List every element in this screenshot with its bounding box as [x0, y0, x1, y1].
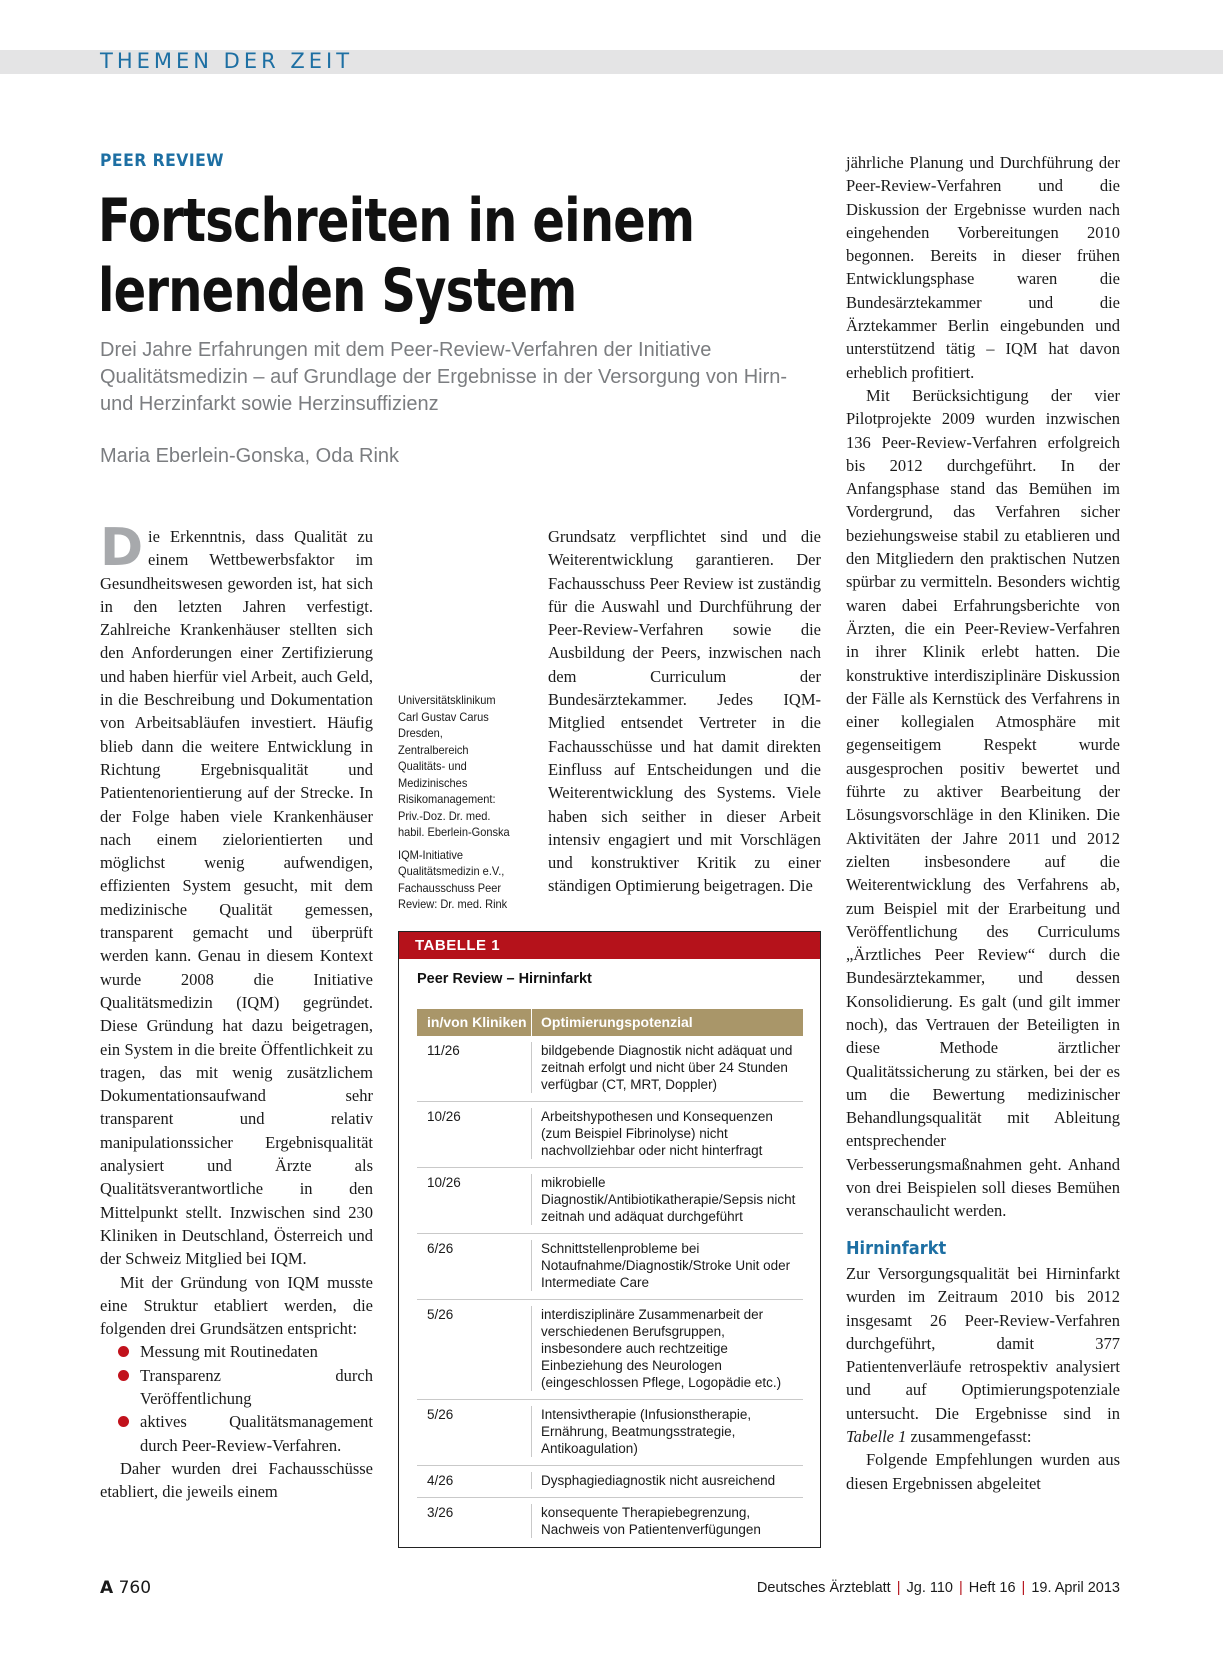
list-item: Messung mit Routinedaten — [100, 1340, 373, 1363]
article-subtitle: Drei Jahre Erfahrungen mit dem Peer-Review-Verfahren der Initiative Qualitätsmedizin – auf Grundlage der Ergebnisse in der Versorgung von Hirn- und Herzinfarkt sowie Herzinsuffizienz — [100, 339, 788, 415]
author-affiliations — [398, 692, 516, 919]
paragraph-committees-cont: Grundsatz verpflichtet sind und die Weiterentwicklung garantieren. Der Fachausschuss Peer Review ist zuständig für die Auswahl und Durchführung der Peer-Review-Verfahren sowie die Ausbildung der Peers, inzwischen nach dem Curriculum der Bundesärztekammer. Jedes IQM-Mitglied entsendet Vertreter in die Fachausschüsse und hat damit direkten Einfluss auf Entscheidungen und die Weiterentwicklung des Systems. Viele haben sich seither in dieser Arbeit intensiv engagiert und mit Vorschlägen und konstruktiver Kritik zu einer ständigen Optimierung beigetragen. Die — [548, 527, 821, 896]
cell-potential: konsequente Therapiebegrenzung, Nachweis von Patientenverfügungen — [541, 1505, 761, 1537]
cell-potential: Arbeitshypothesen und Konsequenzen (zum Beispiel Fibrinolyse) nicht nachvollziehbar oder nicht hinterfragt — [541, 1109, 773, 1158]
paragraph-committees: Daher wurden drei Fachausschüsse etabliert, die jeweils einem — [100, 1458, 373, 1502]
title-line-2: lernenden System — [98, 256, 577, 326]
table-row — [417, 1466, 803, 1498]
journal-info: Deutsches Ärzteblatt | Jg. 110 | Heft 16 | 19. April 2013 — [756, 1580, 1120, 1596]
table-row — [417, 1300, 803, 1400]
bullet-icon — [118, 1416, 129, 1427]
bullet-icon — [118, 1346, 129, 1357]
journal-volume: Jg. 110 — [906, 1580, 953, 1596]
article-authors: Maria Eberlein-Gonska, Oda Rink — [100, 445, 400, 467]
paragraph-intro-text: ie Erkenntnis, dass Qualität zu einem Wettbewerbsfaktor im Gesundheitswesen geworden ist, hat sich in den letzten Jahren verfestigt. Zahlreiche Krankenhäuser stellten sich den Anforderungen einer Zertifizierung und haben hierfür viel Arbeit, auch Geld, in die Beschreibung und Dokumentation von Arbeitsabläufen investiert. Häufig blieb dann die weitere Entwicklung in Richtung Ergebnisqualität und Patientenorientierung auf der Strecke. In der Folge haben viele Krankenhäuser nach einem zielorientierten und möglichst wenig aufwendigen, effizienten System gesucht, mit dem medizinische Qualität gemessen, transparent gemacht und überprüft werden kann. Genau in diesem Kontext wurde 2008 die Initiative Qualitätsmedizin (IQM) gegründet. Diese Gründung hat dazu beigetragen, ein System in die breite Öffentlichkeit zu tragen, das mit wenig zusätzlichem Dokumentationsaufwand sehr transparent und relativ manipulationssicher Ergebnisqualität analysiert und Ärzte als Qualitätsverantwortliche in den Mittelpunkt stellt. Inzwischen sind 230 Kliniken in Deutschland, Österreich und der Schweiz Mitglied bei IQM. — [100, 527, 373, 1269]
table-label: TABELLE 1 — [399, 932, 820, 959]
cell-clinics: 6/26 — [417, 1240, 532, 1291]
affiliation-2: IQM-Initiative Qualitätsmedizin e.V., Fachausschuss Peer Review: Dr. med. Rink — [398, 847, 508, 911]
cell-potential: interdisziplinäre Zusammenarbeit der verschiedenen Berufsgruppen, insbesondere auch rechtzeitige Einbeziehung des Neurologen (eingeschlossen Pflege, Logopädie etc.) — [541, 1307, 782, 1390]
paragraph-pilot-projects: Mit Berücksichtigung der vier Pilotprojekte 2009 wurden inzwischen 136 Peer-Review-Verfahren erfolgreich bis 2012 durchgeführt. In der Anfangsphase stand das Bemühen im Vordergrund, das Verfahren sicher beziehungsweise stabil zu etablieren und den Mitgliedern den praktischen Nutzen spürbar zu vermitteln. Besonders wichtig waren dabei Erfahrungsberichte von Ärzten, die ein Peer-Review-Verfahren in ihrer Klinik erlebt hatten. Die konstruktive interdisziplinäre Diskussion der Fälle als Kernstück des Verfahrens in einer kollegialen Atmosphäre mit gegenseitigem Respekt wurde ausgesprochen positiv bewertet und führte zu aktiver Bearbeitung der Lösungsvorschläge in den Kliniken. Die Aktivitäten der Jahre 2011 und 2012 zielten insbesondere auf die Weiterentwicklung des Verfahrens ab, zum Beispiel mit der Erarbeitung und Veröffentlichung des Curriculums „Ärztliches Peer Review“ durch die Bundesärztekammer, und dessen Konsolidierung. Es galt (und gilt immer noch), das Vertrauen der Beteiligten in diese Methode ärztlicher Qualitätssicherung zu stärken, bei der es um die Bewertung medizinischer Behandlungsqualität mit Ableitung entsprechender Verbesserungsmaßnahmen geht. Anhand von drei Beispielen soll dieses Bemühen veranschaulicht werden. — [846, 385, 1120, 1221]
journal-date: 19. April 2013 — [1031, 1580, 1120, 1596]
table-row — [417, 1168, 803, 1234]
cell-potential: Schnittstellenprobleme bei Notaufnahme/Diagnostik/Stroke Unit oder Intermediate Care — [541, 1241, 791, 1290]
article-title — [98, 186, 695, 326]
body-column-3 — [548, 525, 821, 898]
subhead-hirninfarkt: Hirninfarkt — [846, 1237, 947, 1259]
bullet-icon — [118, 1370, 129, 1381]
list-item: Transparenz durch Veröffentlichung — [100, 1364, 373, 1411]
cell-potential: mikrobielle Diagnostik/Antibiotikatherapie/Sepsis nicht zeitnah und adäquat durchgeführt — [541, 1175, 796, 1224]
table-header-row — [417, 1009, 803, 1036]
cell-clinics: 3/26 — [417, 1504, 532, 1538]
affiliation-1: Universitätsklinikum Carl Gustav Carus Dresden, Zentralbereich Qualitäts- und Medizinisches Risikomanagement: Priv.-Doz. Dr. med. habil. Eberlein-Gonska — [398, 693, 510, 839]
table-reference: Tabelle 1 — [846, 1427, 907, 1447]
cell-potential: Dysphagiediagnostik nicht ausreichend — [541, 1473, 776, 1488]
cell-clinics: 5/26 — [417, 1306, 532, 1391]
cell-potential: bildgebende Diagnostik nicht adäquat und zeitnah erfolgt und nicht über 24 Stunden verfügbar (CT, MRT, Doppler) — [541, 1043, 793, 1092]
title-line-1: Fortschreiten in einem — [98, 186, 695, 256]
paragraph-intro — [100, 518, 373, 1271]
journal-issue: Heft 16 — [968, 1580, 1016, 1596]
list-item: aktives Qualitätsmanagement durch Peer-Review-Verfahren. — [100, 1410, 373, 1457]
table-row — [417, 1102, 803, 1168]
table-row — [417, 1400, 803, 1466]
page-number: A 760 — [100, 1578, 152, 1598]
table-row — [417, 1234, 803, 1300]
table-col-clinics: in/von Kliniken — [417, 1009, 532, 1036]
table-row — [417, 1036, 803, 1102]
table-1 — [398, 931, 821, 1548]
table-col-potential: Optimierungspotenzial — [541, 1014, 693, 1030]
cell-clinics: 11/26 — [417, 1042, 532, 1093]
principles-list — [100, 1340, 373, 1456]
body-column-1 — [100, 518, 373, 1503]
paragraph-committees-end: jährliche Planung und Durchführung der Peer-Review-Verfahren und die Diskussion der Ergebnisse wurden nach eingehenden Vorbereitungen 2010 begonnen. Bereits in dieser frühen Entwicklungsphase waren die Bundesärztekammer und die Ärztekammer Berlin eingebunden und unterstützend tätig – IQM hat davon erheblich profitiert. — [846, 153, 1120, 382]
table-title: Peer Review – Hirninfarkt — [417, 971, 592, 987]
section-label: THEMEN DER ZEIT — [100, 49, 354, 73]
cell-clinics: 10/26 — [417, 1108, 532, 1159]
table-row — [417, 1498, 803, 1546]
paragraph-recommendations: Folgende Empfehlungen wurden aus diesen Ergebnissen abgeleitet — [846, 1450, 1120, 1493]
journal-name: Deutsches Ärzteblatt — [756, 1580, 891, 1596]
cell-clinics: 10/26 — [417, 1174, 532, 1225]
table-grid — [417, 1009, 803, 1546]
article-kicker: PEER REVIEW — [100, 151, 224, 171]
cell-clinics: 5/26 — [417, 1406, 532, 1457]
cell-potential: Intensivtherapie (Infusionstherapie, Ernährung, Beatmungsstrategie, Antikoagulation) — [541, 1407, 752, 1456]
paragraph-structure: Mit der Gründung von IQM musste eine Struktur etabliert werden, die folgenden drei Grundsätzen entspricht: — [100, 1272, 373, 1339]
body-column-4 — [846, 151, 1120, 1495]
paragraph-hirninfarkt: Zur Versorgungsqualität bei Hirninfarkt wurden im Zeitraum 2010 bis 2012 insgesamt 26 Peer-Review-Verfahren durchgeführt, damit 377 Patientenverläufe retrospektiv analysiert und auf Optimierungspotenziale untersucht. Die Ergebnisse sind in Tabelle 1 zusammengefasst: — [846, 1263, 1120, 1447]
dropcap: D — [100, 518, 144, 578]
cell-clinics: 4/26 — [417, 1472, 532, 1489]
